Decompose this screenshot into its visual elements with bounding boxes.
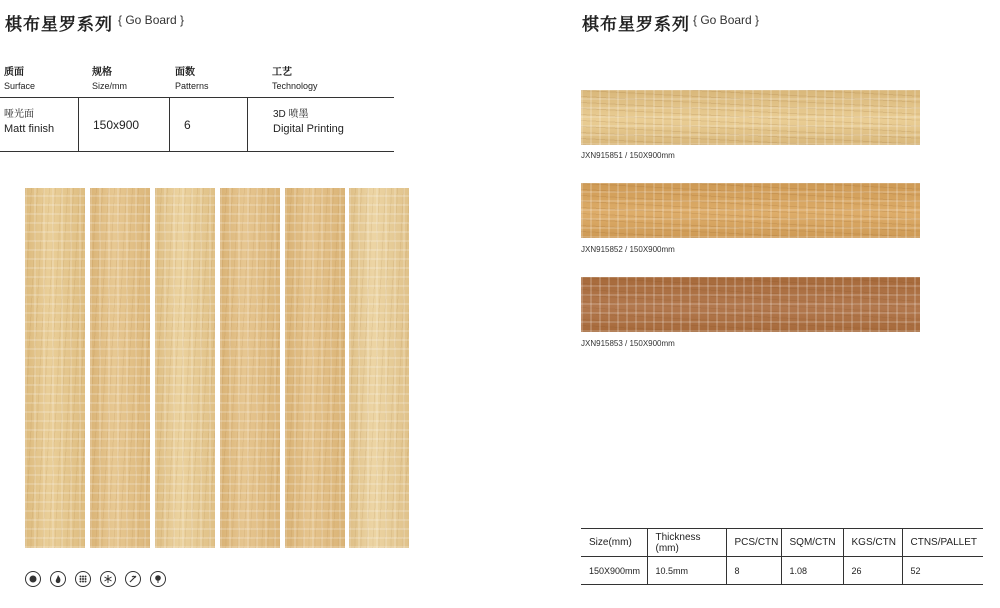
anti-slip-icon — [25, 571, 41, 587]
spec-header-surface: 质面 Surface — [4, 67, 36, 91]
packing-cell: 26 — [843, 557, 902, 585]
grid-pattern-icon — [75, 571, 91, 587]
packing-cell: 10.5mm — [647, 557, 726, 585]
tile-code-1: JXN915851 / 150X900mm — [581, 151, 675, 160]
spec-table — [0, 62, 394, 152]
left-subtitle: { Go Board } — [118, 13, 185, 27]
packing-header — [581, 529, 983, 557]
spec-row — [0, 98, 394, 152]
plank-2 — [90, 188, 150, 548]
packing-cell: 150X900mm — [581, 557, 647, 585]
packing-table — [581, 528, 983, 585]
packing-header-cell: PCS/CTN — [726, 529, 781, 557]
frost-resistant-icon — [100, 571, 116, 587]
tile-swatch-2 — [581, 183, 920, 238]
spec-surface: 哑光面 Matt finish — [4, 109, 55, 135]
packing-cell: 1.08 — [781, 557, 843, 585]
packing-cell: 8 — [726, 557, 781, 585]
spec-header — [0, 62, 394, 98]
packing-header-cell: KGS/CTN — [843, 529, 902, 557]
right-title: 棋布星罗系列 — [582, 15, 690, 35]
packing-header-cell: CTNS/PALLET — [902, 529, 983, 557]
fire-resistant-icon — [50, 571, 66, 587]
tile-swatch-3 — [581, 277, 920, 332]
plank-3 — [155, 188, 215, 548]
plank-1 — [25, 188, 85, 548]
tile-code-2: JXN915852 / 150X900mm — [581, 245, 675, 254]
plank-4 — [220, 188, 280, 548]
spec-size: 150x900 — [78, 98, 169, 151]
packing-row — [581, 557, 983, 585]
feature-icons — [25, 571, 166, 587]
spec-header-patterns: 面数 Patterns — [175, 67, 209, 91]
stain-resistant-icon — [125, 571, 141, 587]
packing-cell: 52 — [902, 557, 983, 585]
right-subtitle: { Go Board } — [693, 13, 760, 27]
packing-header-cell: Size(mm) — [581, 529, 647, 557]
tile-swatch-1 — [581, 90, 920, 145]
plank-5 — [285, 188, 345, 548]
plank-6 — [349, 188, 409, 548]
tile-code-3: JXN915853 / 150X900mm — [581, 339, 675, 348]
spec-header-technology: 工艺 Technology — [272, 67, 318, 91]
spec-patterns: 6 — [169, 98, 247, 151]
packing-header-cell: Thickness (mm) — [647, 529, 726, 557]
spec-header-size: 规格 Size/mm — [92, 67, 128, 91]
packing-header-cell: SQM/CTN — [781, 529, 843, 557]
left-title: 棋布星罗系列 — [5, 15, 113, 35]
eco-tree-icon — [150, 571, 166, 587]
spec-technology: 3D 喷墨 Digital Printing — [247, 98, 394, 151]
